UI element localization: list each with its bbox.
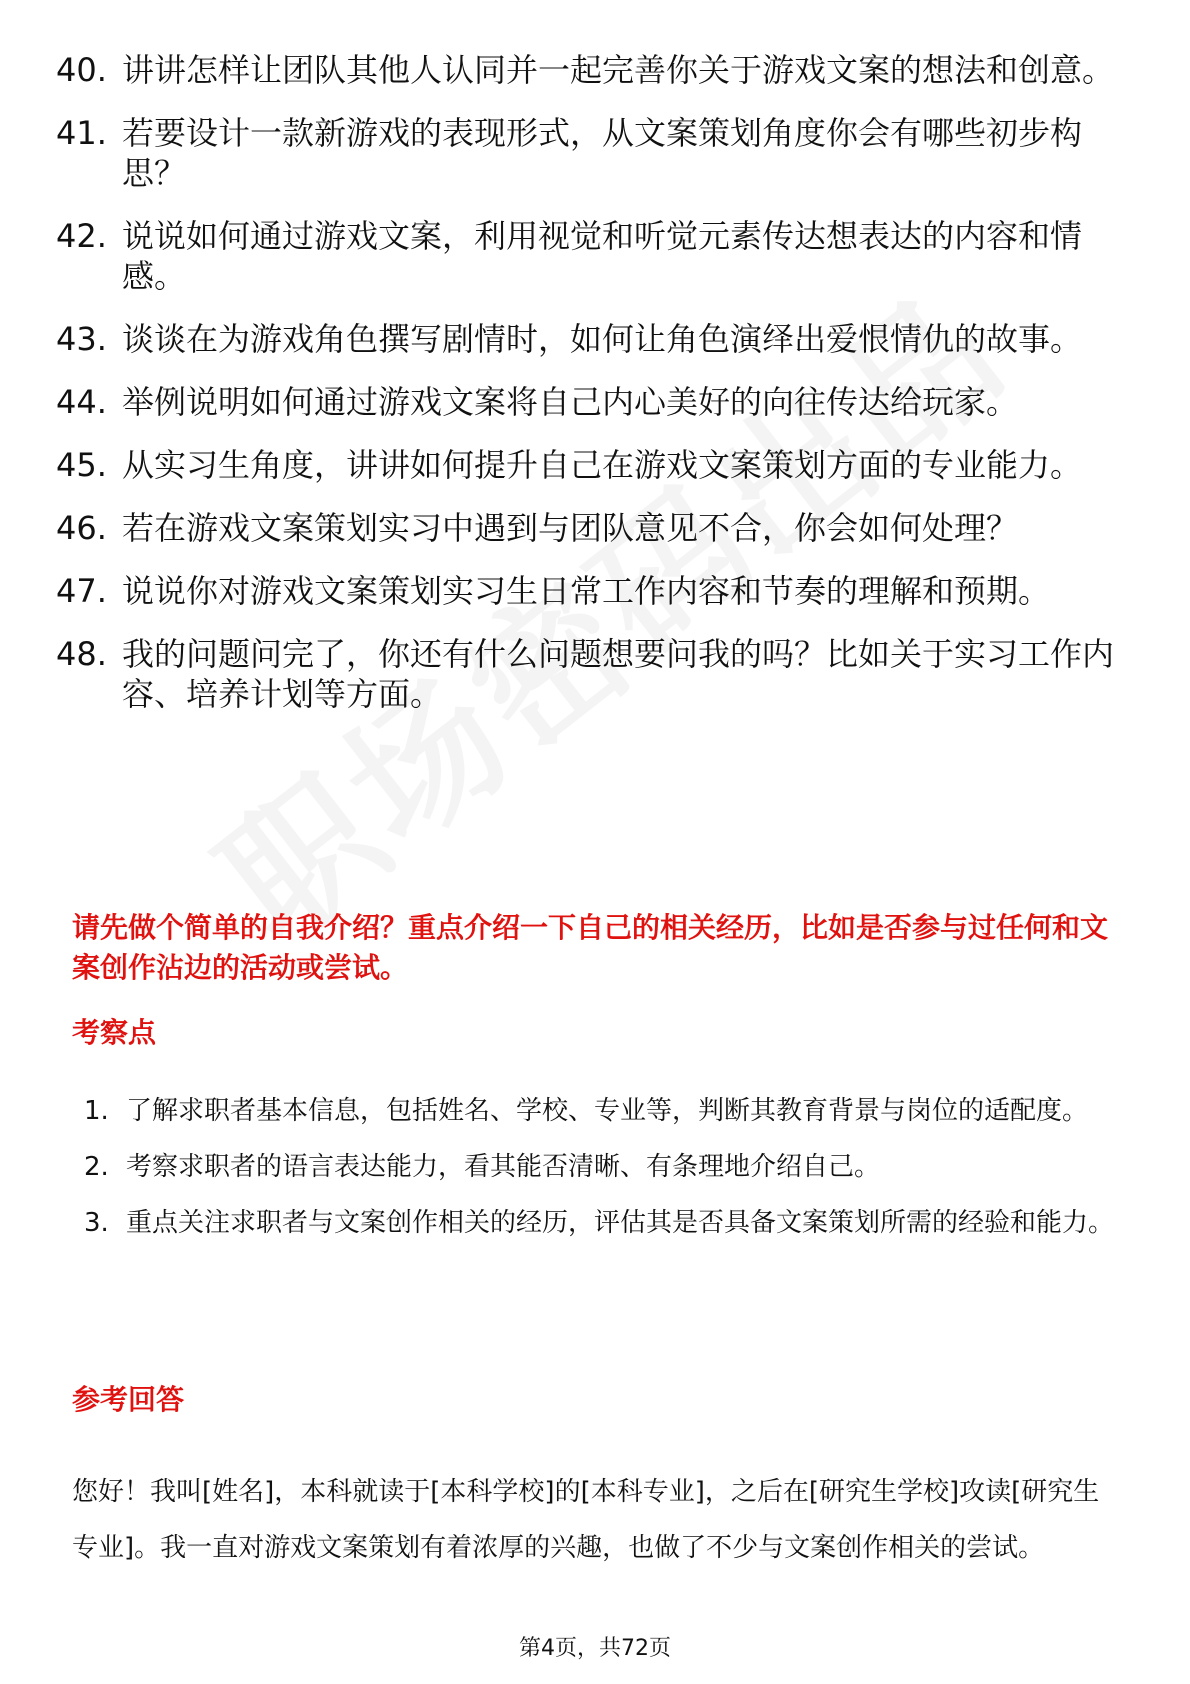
answer-heading: 参考回答 [72,1383,185,1416]
question-number: 46. [56,509,107,547]
question-number: 47. [56,572,107,610]
question-text: 若在游戏文案策划实习中遇到与团队意见不合，你会如何处理？ [122,509,1019,547]
question-text: 从实习生角度，讲讲如何提升自己在游戏文案策划方面的专业能力。 [122,446,1083,484]
list-item [56,50,1136,90]
point-text: 考察求职者的语言表达能力，看其能否清晰、有条理地介绍自己。 [126,1152,881,1182]
question-number: 43. [56,320,107,358]
question-text: 讲讲怎样让团队其他人认同并一起完善你关于游戏文案的想法和创意。 [122,51,1115,89]
question-text: 说说你对游戏文案策划实习生日常工作内容和节奏的理解和预期。 [122,572,1051,610]
list-item [56,634,1136,714]
list-item [56,216,1136,296]
list-item [84,1083,1124,1139]
question-number: 41. [56,114,107,152]
question-number: 48. [56,635,107,673]
question-text: 谈谈在为游戏角色撰写剧情时，如何让角色演绎出爱恨情仇的故事。 [122,320,1083,358]
question-text: 说说如何通过游戏文案，利用视觉和听觉元素传达想表达的内容和情感。 [122,217,1083,295]
question-number: 40. [56,51,107,89]
question-number: 45. [56,446,107,484]
question-list [56,50,1136,737]
list-item [56,571,1136,611]
question-text: 举例说明如何通过游戏文案将自己内心美好的向往传达给玩家。 [122,383,1019,421]
point-number: 2. [84,1152,109,1182]
question-number: 42. [56,217,107,255]
list-item [84,1195,1124,1251]
list-item [56,508,1136,548]
point-number: 3. [84,1208,109,1238]
list-item [84,1139,1124,1195]
list-item [56,382,1136,422]
key-points-list [84,1083,1124,1251]
key-points-heading: 考察点 [72,1016,157,1049]
page-footer: 第4页，共72页 [519,1636,671,1661]
list-item [56,319,1136,359]
point-number: 1. [84,1096,109,1126]
question-text: 我的问题问完了，你还有什么问题想要问我的吗？比如关于实习工作内容、培养计划等方面。 [122,635,1115,713]
question-text: 若要设计一款新游戏的表现形式，从文案策划角度你会有哪些初步构思？ [122,114,1083,192]
answer-text: 您好！我叫[姓名]，本科就读于[本科学校]的[本科专业]，之后在[研究生学校]攻读[研究生专业]。我一直对游戏文案策划有着浓厚的兴趣，也做了不少与文案创作相关的尝试。 [72,1477,1100,1563]
list-item [56,445,1136,485]
point-text: 重点关注求职者与文案创作相关的经历，评估其是否具备文案策划所需的经验和能力。 [126,1208,1115,1238]
question-number: 44. [56,383,107,421]
point-text: 了解求职者基本信息，包括姓名、学校、专业等，判断其教育背景与岗位的适配度。 [126,1096,1089,1126]
highlight-question: 请先做个简单的自我介绍？重点介绍一下自己的相关经历，比如是否参与过任何和文案创作沾边的活动或尝试。 [72,911,1109,984]
list-item [56,113,1136,193]
